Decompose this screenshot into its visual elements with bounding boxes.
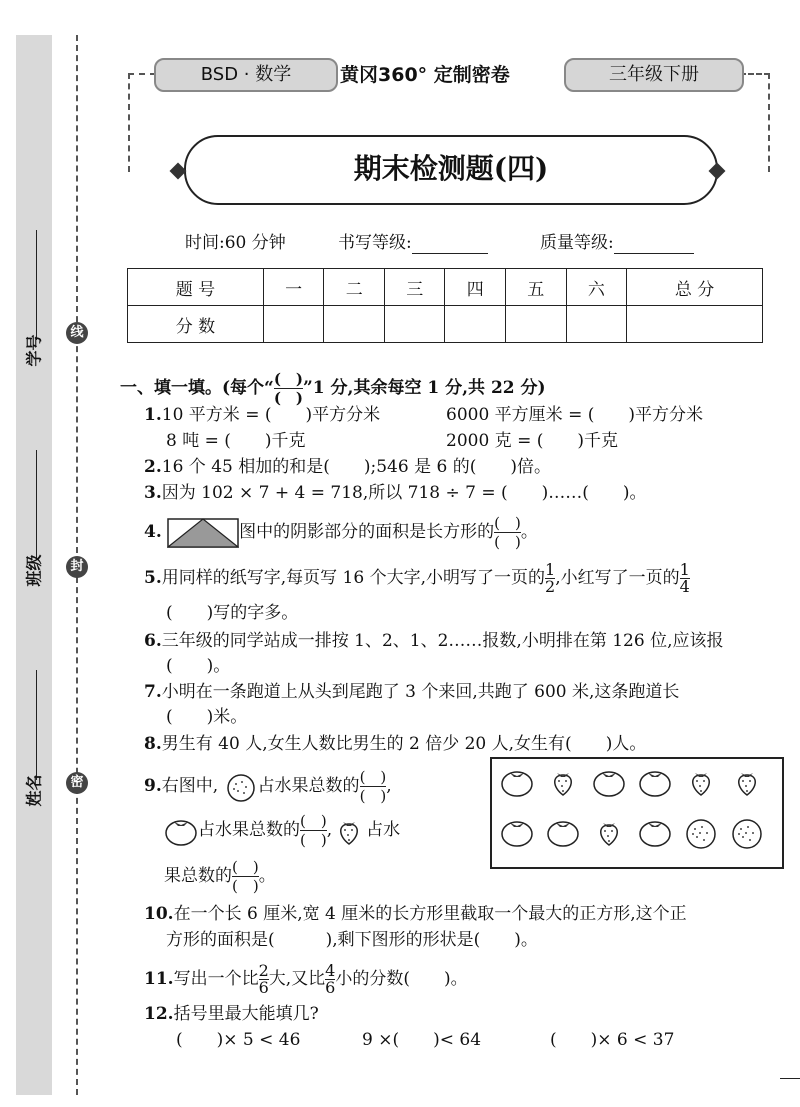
- page-title: 期末检测题(四): [353, 152, 549, 185]
- answer-fraction-blank[interactable]: $\frac{( )}{( )}$: [359, 768, 387, 805]
- question-10-line2: 方形的面积是( ),剩下图形的形状是( )。: [166, 930, 538, 950]
- question-7-line2: ( )米。: [166, 707, 248, 727]
- tomato-icon: [640, 772, 670, 796]
- question-5-line2: ( )写的字多。: [166, 603, 299, 623]
- fraction-one-quarter: $\frac{1}{4}$: [679, 560, 690, 596]
- shaded-rectangle-figure: [167, 518, 239, 548]
- time-label: 时间:60 分钟: [185, 233, 286, 253]
- question-5: 5.用同样的纸写字,每页写 16 个大字,小明写了一页的 $\frac{1}{2}$ ,小红写了一页的 $\frac{1}{4}$: [144, 560, 690, 596]
- page-edge-mark: [780, 1078, 800, 1079]
- orange-icon: [687, 820, 715, 848]
- strawberry-icon: [601, 823, 618, 845]
- question-12a: ( )× 5 < 46: [176, 1030, 301, 1050]
- answer-fraction-blank[interactable]: $\frac{( )}{( )}$: [232, 858, 259, 895]
- question-1d: 2000 克 = ( )千克: [446, 431, 618, 451]
- tomato-icon: [164, 816, 198, 846]
- name-label: 姓名: [24, 774, 44, 807]
- question-6-line2: ( )。: [166, 656, 231, 676]
- question-1b: 6000 平方厘米 = ( )平方分米: [446, 405, 703, 425]
- tomato-icon: [502, 822, 532, 846]
- table-cell: 一: [263, 269, 324, 306]
- class-line: [36, 450, 37, 560]
- question-11: 11.写出一个比 $\frac{2}{6}$ 大,又比 $\frac{4}{6}$ 小的分数( )。: [144, 961, 468, 997]
- question-7: 7.小明在一条跑道上从头到尾跑了 3 个来回,共跑了 600 米,这条跑道长: [144, 682, 680, 702]
- question-8: 8.男生有 40 人,女生人数比男生的 2 倍少 20 人,女生有( )人。: [144, 734, 647, 754]
- section-heading: 一、填一填。(每个“ $\frac{( )}{( )}$ ”1 分,其余每空 1 分,共 22 分): [120, 370, 546, 407]
- score-table: [127, 268, 763, 343]
- tomato-icon: [594, 772, 624, 796]
- question-10: 10.在一个长 6 厘米,宽 4 厘米的长方形里截取一个最大的正方形,这个正: [144, 904, 687, 924]
- writing-grade: 书写等级:: [338, 228, 488, 254]
- question-4: 4. 图中的阴影部分的面积是长方形的 $\frac{( )}{( )}$ 。: [144, 514, 538, 551]
- name-line: [36, 670, 37, 780]
- score-cell[interactable]: [324, 306, 385, 343]
- question-1c: 8 吨 = ( )千克: [166, 431, 306, 451]
- table-cell: 三: [384, 269, 445, 306]
- tomato-icon: [548, 822, 578, 846]
- question-3: 3.因为 102 × 7 + 4 = 718,所以 718 ÷ 7 = ( )……( )。: [144, 483, 647, 503]
- blank-fraction-symbol: $\frac{( )}{( )}$: [273, 370, 304, 407]
- question-9-line2: 占水果总数的 $\frac{( )}{( )}$ , 占水: [164, 812, 400, 849]
- score-cell[interactable]: [384, 306, 445, 343]
- question-1: 1.10 平方米 = ( )平方分米: [144, 405, 381, 425]
- table-cell: 题 号: [128, 269, 264, 306]
- table-cell: 二: [324, 269, 385, 306]
- question-9: 9.右图中, 占水果总数的 $\frac{( )}{( )}$ ,: [144, 768, 392, 805]
- table-cell: 六: [566, 269, 627, 306]
- fraction-one-half: $\frac{1}{2}$: [545, 560, 556, 596]
- strawberry-icon: [693, 773, 710, 795]
- strawberry-icon: [332, 816, 366, 846]
- secret-mark: 密: [66, 772, 88, 794]
- header-dashed-bracket-left: [128, 73, 156, 172]
- score-cell[interactable]: [506, 306, 567, 343]
- question-6: 6.三年级的同学站成一排按 1、2、1、2……报数,小明排在第 126 位,应该报: [144, 631, 724, 651]
- brand-text: 黄冈360° 定制密卷: [340, 64, 510, 86]
- student-no-label: 学号: [24, 334, 44, 367]
- table-cell: 总 分: [627, 269, 763, 306]
- table-cell: 五: [506, 269, 567, 306]
- fraction-two-sixths: $\frac{2}{6}$: [258, 961, 269, 997]
- question-12c: ( )× 6 < 37: [550, 1030, 675, 1050]
- score-cell[interactable]: [627, 306, 763, 343]
- fruit-picture: [492, 759, 782, 867]
- score-cell[interactable]: [263, 306, 324, 343]
- answer-fraction-blank[interactable]: $\frac{( )}{( )}$: [300, 812, 327, 849]
- orange-icon: [733, 820, 761, 848]
- seal-mark: 封: [66, 556, 88, 578]
- header-dashed-bracket-right: [740, 73, 770, 172]
- subject-badge: BSD · 数学: [154, 58, 338, 92]
- question-12: 12.括号里最大能填几?: [144, 1004, 319, 1024]
- table-cell: 分 数: [128, 306, 264, 343]
- line-mark: 线: [66, 322, 88, 344]
- score-cell[interactable]: [566, 306, 627, 343]
- orange-icon: [224, 772, 258, 802]
- student-no-line: [36, 230, 37, 340]
- score-table-score-row: [128, 306, 763, 343]
- fraction-four-sixths: $\frac{4}{6}$: [325, 961, 336, 997]
- strawberry-icon: [739, 773, 756, 795]
- answer-fraction-blank[interactable]: $\frac{( )}{( )}$: [494, 514, 521, 551]
- grade-badge: 三年级下册: [564, 58, 744, 92]
- quality-grade: 质量等级:: [540, 228, 694, 254]
- writing-grade-blank[interactable]: [412, 233, 488, 254]
- tomato-icon: [640, 822, 670, 846]
- class-label: 班级: [24, 554, 44, 587]
- quality-grade-blank[interactable]: [614, 233, 694, 254]
- strawberry-icon: [555, 773, 572, 795]
- score-cell[interactable]: [445, 306, 506, 343]
- question-2: 2.16 个 45 相加的和是( );546 是 6 的( )倍。: [144, 457, 551, 477]
- fruit-picture-box: [490, 757, 784, 869]
- score-table-header-row: [128, 269, 763, 306]
- question-12b: 9 ×( )< 64: [362, 1030, 482, 1050]
- question-9-line3: 果总数的 $\frac{( )}{( )}$ 。: [164, 858, 276, 895]
- table-cell: 四: [445, 269, 506, 306]
- tomato-icon: [502, 772, 532, 796]
